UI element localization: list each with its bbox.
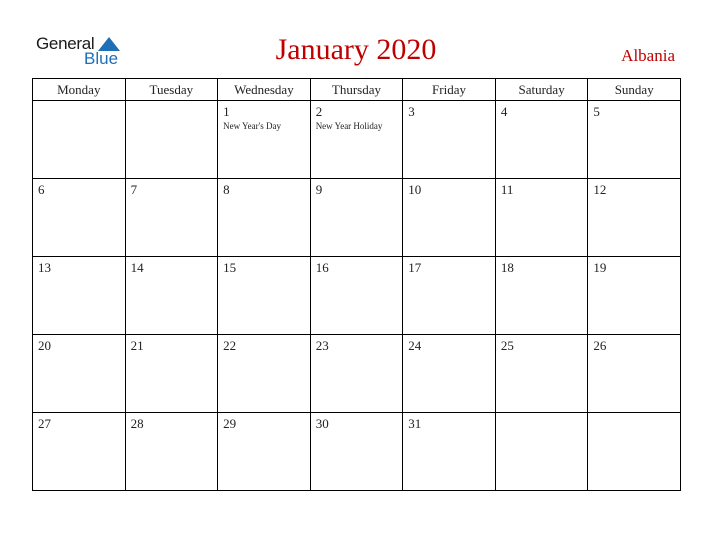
day-cell [403, 101, 496, 179]
weekday-header: Friday [403, 79, 496, 101]
day-cell [310, 257, 403, 335]
day-number: 19 [593, 260, 607, 275]
day-cell [310, 179, 403, 257]
day-cell [310, 413, 403, 491]
day-number: 24 [408, 338, 422, 353]
day-cell [310, 335, 403, 413]
day-cell [495, 335, 588, 413]
day-cell [403, 179, 496, 257]
day-cell [495, 413, 588, 491]
calendar-grid [32, 78, 681, 491]
day-cell [218, 413, 311, 491]
day-cell [218, 101, 311, 179]
day-cell [125, 413, 218, 491]
day-cell [218, 257, 311, 335]
day-cell [125, 257, 218, 335]
weekday-header: Wednesday [218, 79, 311, 101]
day-cell [588, 101, 681, 179]
holiday-label: New Year Holiday [315, 121, 383, 131]
day-number: 6 [38, 182, 45, 197]
day-cell [403, 413, 496, 491]
day-number: 3 [408, 104, 415, 119]
day-cell [310, 101, 403, 179]
week-row [33, 101, 681, 179]
day-number: 22 [223, 338, 237, 353]
day-number: 2 [315, 104, 323, 119]
day-cell [33, 179, 126, 257]
day-number: 5 [593, 104, 600, 119]
day-cell [218, 335, 311, 413]
calendar-body [33, 101, 681, 491]
day-number: 8 [223, 182, 230, 197]
day-number: 20 [38, 338, 51, 353]
country-label: Albania [621, 46, 675, 65]
week-row [33, 179, 681, 257]
weekday-header: Tuesday [125, 79, 218, 101]
day-number: 26 [593, 338, 607, 353]
day-cell [495, 101, 588, 179]
weekday-header: Monday [33, 79, 126, 101]
day-number: 7 [130, 182, 138, 197]
day-number: 12 [593, 182, 607, 197]
day-number: 16 [315, 260, 329, 275]
logo-blue-text: Blue [84, 49, 119, 68]
week-row [33, 257, 681, 335]
weekday-header-row [33, 79, 681, 101]
day-cell [125, 335, 218, 413]
day-cell [588, 257, 681, 335]
day-cell [218, 179, 311, 257]
day-number: 14 [130, 260, 144, 275]
day-number: 11 [500, 182, 514, 197]
weekday-header: Sunday [588, 79, 681, 101]
day-cell [33, 335, 126, 413]
day-number: 1 [223, 104, 230, 119]
day-cell [588, 335, 681, 413]
day-number: 23 [315, 338, 329, 353]
day-number: 25 [500, 338, 514, 353]
day-number: 17 [408, 260, 422, 275]
weekday-header: Thursday [310, 79, 403, 101]
day-number: 18 [500, 260, 514, 275]
day-cell [125, 179, 218, 257]
day-number: 29 [223, 416, 237, 431]
day-number: 13 [38, 260, 51, 275]
day-number: 27 [38, 416, 51, 431]
day-number: 30 [315, 416, 329, 431]
day-cell [495, 257, 588, 335]
day-number: 31 [408, 416, 422, 431]
day-number: 15 [223, 260, 237, 275]
logo-general-text: General [36, 34, 95, 53]
day-number: 21 [130, 338, 144, 353]
week-row [33, 335, 681, 413]
day-number: 28 [130, 416, 144, 431]
day-cell [403, 335, 496, 413]
day-cell [403, 257, 496, 335]
day-cell [588, 413, 681, 491]
day-number: 9 [315, 182, 323, 197]
week-row [33, 413, 681, 491]
calendar-title: January 2020 [275, 33, 437, 66]
day-number: 4 [500, 104, 508, 119]
weekday-header: Saturday [495, 79, 588, 101]
day-cell [125, 101, 218, 179]
holiday-label: New Year's Day [223, 121, 281, 131]
day-number: 10 [408, 182, 422, 197]
day-cell [33, 257, 126, 335]
day-cell [588, 179, 681, 257]
day-cell [33, 101, 126, 179]
day-cell [33, 413, 126, 491]
day-cell [495, 179, 588, 257]
